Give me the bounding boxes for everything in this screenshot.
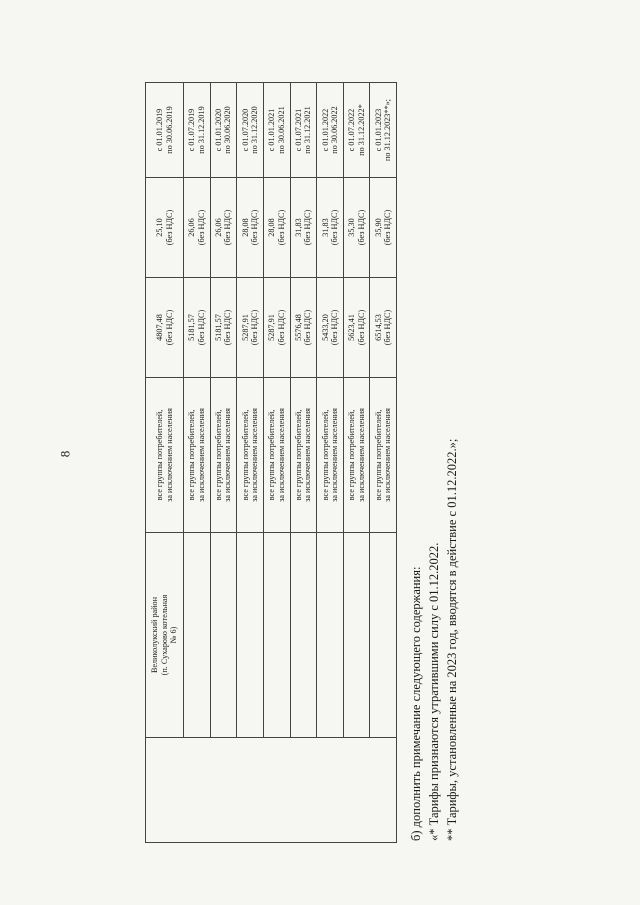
- tariff-cell-text: (без НДС): [250, 309, 260, 346]
- group-cell: [184, 378, 211, 533]
- tariff-cell-text: (без НДС): [356, 309, 366, 346]
- period-cell-text: с 01.01.2021: [267, 108, 277, 152]
- group-cell-text: за исключением населения: [276, 408, 286, 502]
- table-row: [184, 83, 211, 843]
- tariff-cell: [263, 278, 290, 378]
- period-cell: [343, 83, 370, 178]
- group-cell-text: все группы потребителей,: [267, 409, 277, 501]
- group-cell-text: все группы потребителей,: [293, 409, 303, 501]
- tariff-cell-text: 5181,57: [187, 314, 197, 341]
- group-cell: [263, 378, 290, 533]
- period-cell-text: по 31.12.2021: [303, 106, 313, 154]
- price-cell-text: 31,83: [320, 218, 330, 237]
- table-row: [210, 83, 237, 843]
- period-cell: [317, 83, 344, 178]
- tariff-cell-text: (без НДС): [276, 309, 286, 346]
- tariff-cell-text: 5576,48: [293, 314, 303, 341]
- price-cell-text: (без НДС): [303, 209, 313, 246]
- price-cell-text: (без НДС): [250, 209, 260, 246]
- period-cell-text: с 01.01.2020: [214, 108, 224, 152]
- group-cell-text: все группы потребителей,: [240, 409, 250, 501]
- tariff-cell: [343, 278, 370, 378]
- group-cell-text: все группы потребителей,: [373, 409, 383, 501]
- table-row: [237, 83, 264, 843]
- group-cell: [317, 378, 344, 533]
- price-cell: [263, 178, 290, 278]
- price-cell: [343, 178, 370, 278]
- group-cell: [343, 378, 370, 533]
- period-cell: [146, 83, 184, 178]
- note-two-star: ** Тарифы, установленные на 2023 год, вводятся в действие с 01.12.2022.»;: [445, 438, 459, 841]
- period-cell: [290, 83, 317, 178]
- price-cell-text: 28,08: [240, 218, 250, 237]
- group-cell-text: все группы потребителей,: [187, 409, 197, 501]
- table-row: [290, 83, 317, 843]
- group-cell-text: за исключением населения: [356, 408, 366, 502]
- price-cell-text: 35,90: [373, 218, 383, 237]
- tariff-cell-text: 5623,41: [347, 314, 357, 341]
- group-cell-text: за исключением населения: [164, 408, 174, 502]
- group-cell-text: все группы потребителей,: [320, 409, 330, 501]
- period-cell-text: по 30.06.2020: [223, 106, 233, 154]
- tariff-cell-text: (без НДС): [329, 309, 339, 346]
- tariff-cell-text: (без НДС): [383, 309, 393, 346]
- period-cell-text: с 01.07.2019: [187, 108, 197, 152]
- price-cell-text: 25,10: [155, 218, 165, 237]
- tariff-cell-text: 6514,53: [373, 314, 383, 341]
- group-cell-text: все группы потребителей,: [347, 409, 357, 501]
- period-cell-text: с 01.01.2023: [373, 108, 383, 152]
- district-text: (п. Сухарово котельная: [159, 594, 169, 676]
- price-cell-text: 31,83: [293, 218, 303, 237]
- group-cell-text: за исключением населения: [329, 408, 339, 502]
- period-cell: [237, 83, 264, 178]
- tariff-cell-text: 4807,48: [155, 314, 165, 341]
- district-text: Великолукский район: [150, 596, 160, 674]
- group-cell: [370, 378, 397, 533]
- group-cell: [237, 378, 264, 533]
- empty-cell: [184, 533, 211, 738]
- tariff-cell-text: 5433,20: [320, 314, 330, 341]
- tariff-table: [145, 82, 397, 843]
- table-row: [146, 83, 184, 843]
- period-cell: [263, 83, 290, 178]
- tariff-cell-text: (без НДС): [303, 309, 313, 346]
- price-cell-text: (без НДС): [383, 209, 393, 246]
- notes-intro: б) дополнить примечание следующего содержания:: [409, 566, 423, 841]
- price-cell: [146, 178, 184, 278]
- tariff-cell: [146, 278, 184, 378]
- tariff-cell-text: (без НДС): [196, 309, 206, 346]
- tariff-cell: [184, 278, 211, 378]
- table-row: [343, 83, 370, 843]
- group-cell-text: все группы потребителей,: [155, 409, 165, 501]
- price-cell: [184, 178, 211, 278]
- empty-cell: [237, 533, 264, 738]
- district-text: № 6): [169, 626, 179, 644]
- period-cell-text: с 01.01.2022: [320, 108, 330, 152]
- empty-cell: [343, 533, 370, 738]
- period-cell-text: по 31.12.2020: [250, 106, 260, 154]
- tariff-cell-text: 5181,57: [214, 314, 224, 341]
- group-cell: [210, 378, 237, 533]
- price-cell-text: 26,06: [214, 218, 224, 237]
- period-cell-text: с 01.01.2019: [155, 108, 165, 152]
- price-cell: [370, 178, 397, 278]
- price-cell: [237, 178, 264, 278]
- table-row: [370, 83, 397, 843]
- empty-cell: [146, 738, 397, 843]
- district-cell: [146, 533, 184, 738]
- page-number: 8: [57, 450, 73, 458]
- price-cell-text: (без НДС): [356, 209, 366, 246]
- group-cell-text: за исключением населения: [303, 408, 313, 502]
- period-cell-text: с 01.07.2022: [347, 108, 357, 152]
- rotated-content: [145, 99, 465, 843]
- group-cell-text: за исключением населения: [250, 408, 260, 502]
- tariff-cell-text: (без НДС): [223, 309, 233, 346]
- tariff-cell: [237, 278, 264, 378]
- price-cell-text: (без НДС): [164, 209, 174, 246]
- tariff-cell-text: (без НДС): [164, 309, 174, 346]
- tariff-cell: [210, 278, 237, 378]
- empty-cell: [370, 533, 397, 738]
- period-cell-text: с 01.07.2021: [293, 108, 303, 152]
- group-cell-text: за исключением населения: [196, 408, 206, 502]
- note-one-star: «* Тарифы признаются утратившими силу с 01.12.2022.: [427, 542, 441, 841]
- price-cell-text: (без НДС): [223, 209, 233, 246]
- period-cell-text: с 01.07.2020: [240, 108, 250, 152]
- group-cell-text: за исключением населения: [383, 408, 393, 502]
- period-cell-text: по 30.06.2022: [329, 106, 339, 154]
- empty-cell: [290, 533, 317, 738]
- notes-block: [407, 115, 461, 841]
- period-cell: [210, 83, 237, 178]
- tariff-cell: [290, 278, 317, 378]
- price-cell: [210, 178, 237, 278]
- price-cell-text: 35,30: [347, 218, 357, 237]
- price-cell: [290, 178, 317, 278]
- period-cell-text: по 31.12.2022*: [356, 104, 366, 156]
- period-cell-text: по 30.06.2019: [164, 106, 174, 154]
- tariff-cell: [317, 278, 344, 378]
- price-cell-text: (без НДС): [196, 209, 206, 246]
- table-row: [317, 83, 344, 843]
- tariff-cell: [370, 278, 397, 378]
- empty-cell: [263, 533, 290, 738]
- price-cell-text: 28,08: [267, 218, 277, 237]
- period-cell: [370, 83, 397, 178]
- table-row: [263, 83, 290, 843]
- period-cell-text: по 31.12.2019: [196, 106, 206, 154]
- price-cell: [317, 178, 344, 278]
- period-cell: [184, 83, 211, 178]
- group-cell: [146, 378, 184, 533]
- price-cell-text: (без НДС): [276, 209, 286, 246]
- empty-cell: [210, 533, 237, 738]
- period-cell-text: по 30.06.2021: [276, 106, 286, 154]
- period-cell-text: по 31.12.2023**»;: [383, 99, 393, 161]
- empty-cell: [317, 533, 344, 738]
- group-cell-text: все группы потребителей,: [214, 409, 224, 501]
- tariff-cell-text: 5287,91: [267, 314, 277, 341]
- group-cell-text: за исключением населения: [223, 408, 233, 502]
- price-cell-text: 26,06: [187, 218, 197, 237]
- tariff-cell-text: 5287,91: [240, 314, 250, 341]
- group-cell: [290, 378, 317, 533]
- price-cell-text: (без НДС): [329, 209, 339, 246]
